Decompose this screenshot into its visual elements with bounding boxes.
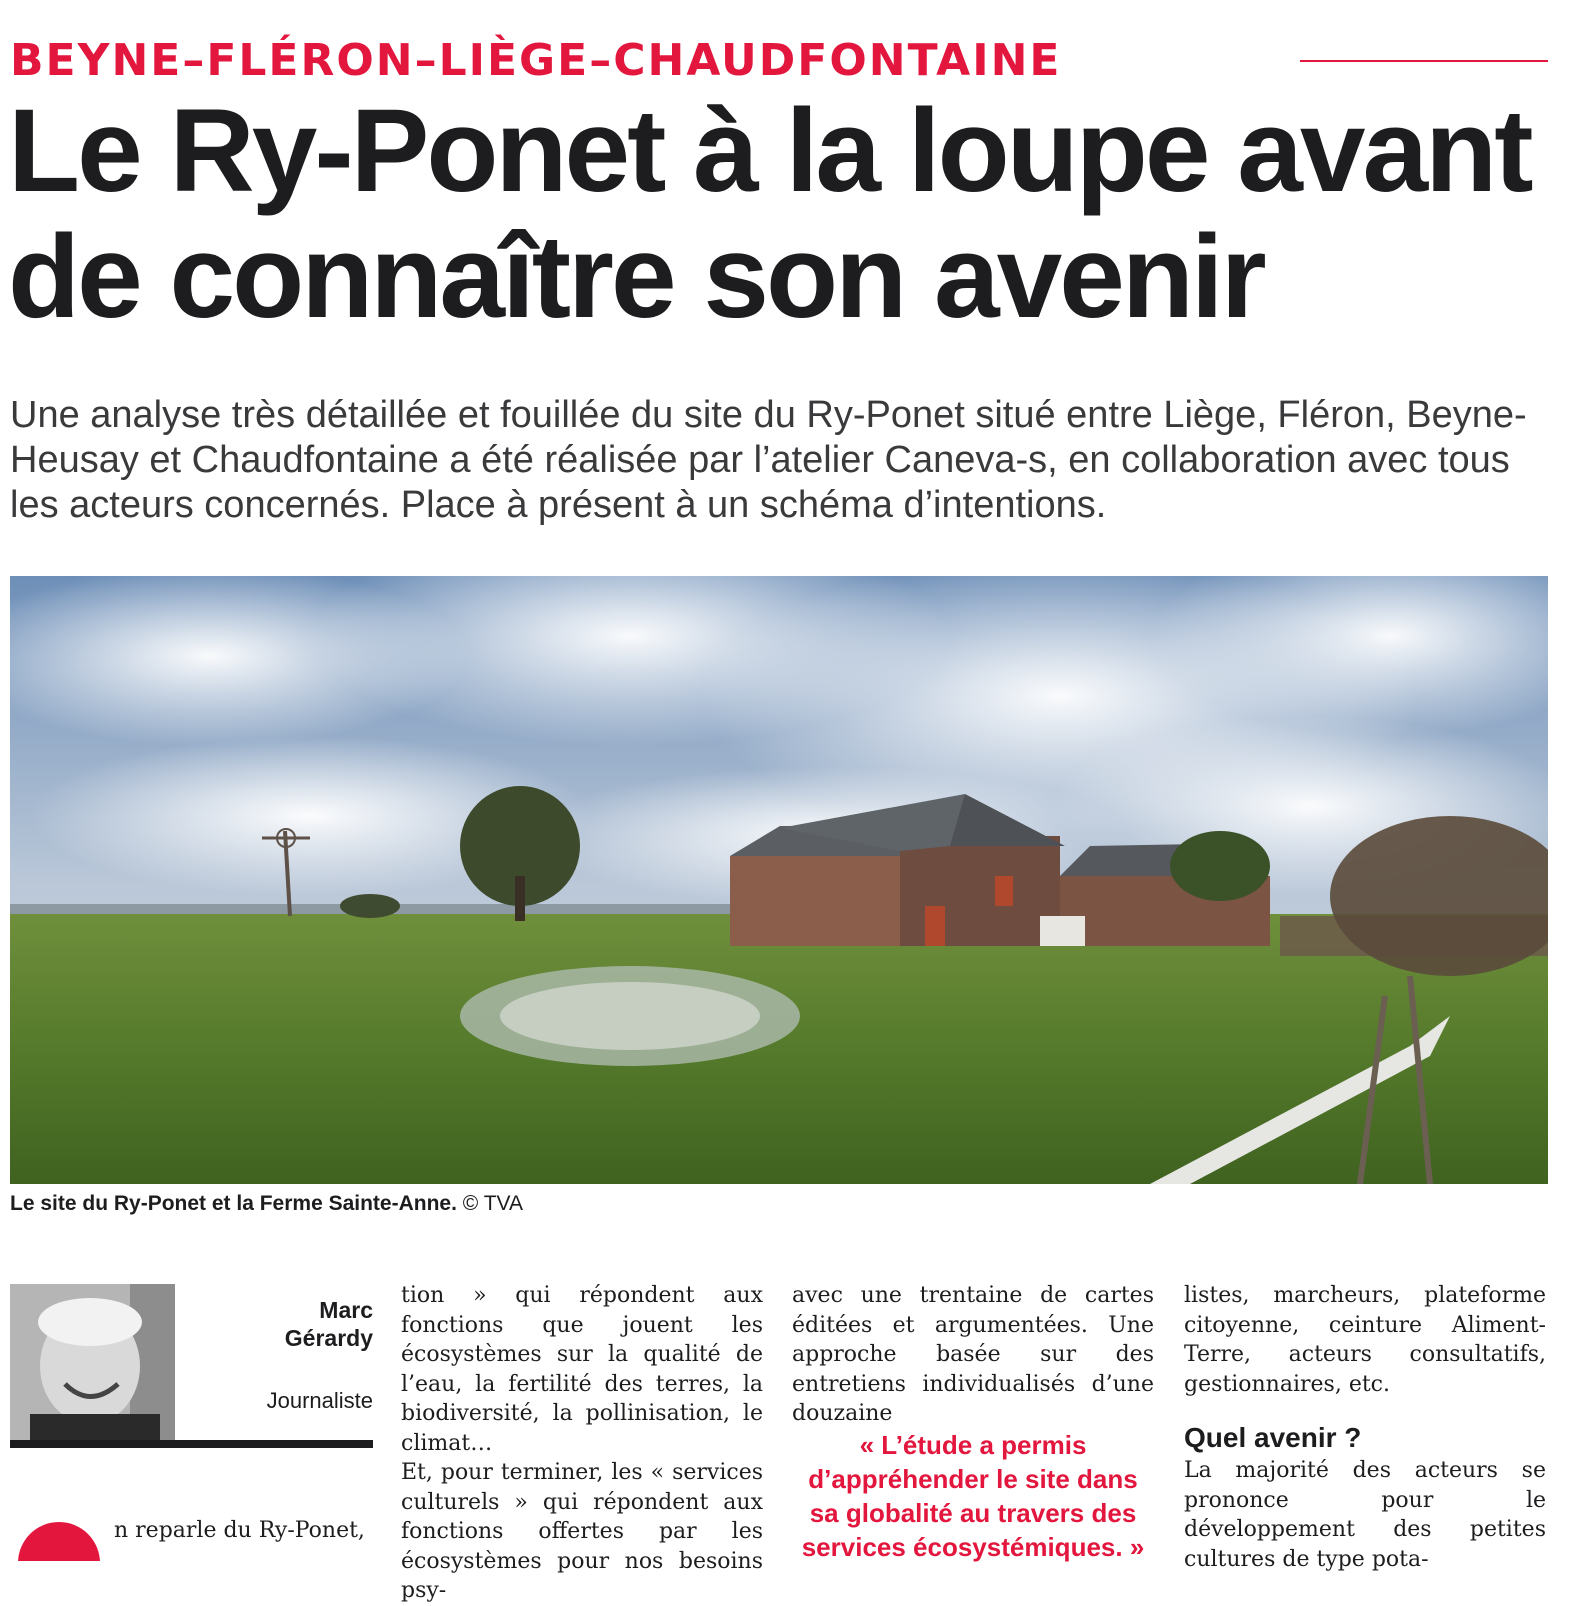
col3-paragraph-1: avec une trentaine de cartes éditées et argumentées. Une approche basée sur des entretiens individualisés d’une douzaine [792, 1283, 1154, 1426]
author-last-name: Gérardy [284, 1325, 373, 1351]
author-name [213, 1296, 373, 1352]
col2-paragraph-2: Et, pour terminer, les « services culturels » qui répondent aux fonctions offertes par les écosystèmes pour nos besoins psy- [401, 1460, 763, 1603]
dropcap-circle [18, 1522, 100, 1561]
article-lede: Une analyse très détaillée et fouillée du site du Ry-Ponet situé entre Liège, Fléron, Beyne-Heusay et Chaudfontaine a été réalisée par l’atelier Caneva-s, en collaboration avec tous les acteurs concernés. Place à présent à un schéma d’intentions. [10, 394, 1527, 526]
author-avatar [10, 1284, 175, 1440]
author-box [10, 1284, 373, 1450]
body-column-3 [792, 1281, 1154, 1429]
article-opening [10, 1516, 373, 1561]
col4-paragraph-1: listes, marcheurs, plateforme citoyenne, ceinture Aliment-Terre, acteurs consultatifs, gestionnaires, etc. [1184, 1283, 1546, 1397]
headline-line-1: Le Ry-Ponet à la loupe avant [8, 85, 1531, 217]
article-headline [8, 85, 1568, 343]
opening-text: n reparle du Ry-Ponet, [114, 1518, 365, 1543]
body-column-4 [1184, 1281, 1546, 1399]
author-divider [10, 1440, 373, 1448]
headline-line-2: de connaître son avenir [8, 211, 1264, 343]
subhead-quel-avenir: Quel avenir ? [1184, 1422, 1362, 1453]
pull-quote: « L’étude a permis d’appréhender le site dans sa globalité au travers des services écosystémiques. » [801, 1430, 1145, 1562]
col2-paragraph-1: tion » qui répondent aux fonctions que jouent les écosystèmes sur la qualité de l’eau, la fertilité des terres, la biodiversité, la pollinisation, le climat… [401, 1283, 763, 1456]
photo-caption [10, 1192, 523, 1216]
author-first-name: Marc [319, 1297, 373, 1323]
farm-landscape-image [10, 576, 1548, 1184]
section-header [10, 36, 1548, 86]
article-photo [10, 576, 1548, 1184]
photo-credit: © TVA [456, 1192, 523, 1215]
kicker-rule [1300, 60, 1548, 62]
author-role: Journaliste [266, 1388, 373, 1413]
section-kicker: BEYNE–FLÉRON–LIÈGE–CHAUDFONTAINE [10, 35, 1062, 86]
caption-text: Le site du Ry-Ponet et la Ferme Sainte-Anne. [10, 1192, 457, 1215]
body-column-2 [401, 1281, 763, 1606]
col4-paragraph-2: La majorité des acteurs se prononce pour le développement des petites cultures de type pota- [1184, 1458, 1546, 1572]
body-column-4-continued [1184, 1456, 1546, 1574]
